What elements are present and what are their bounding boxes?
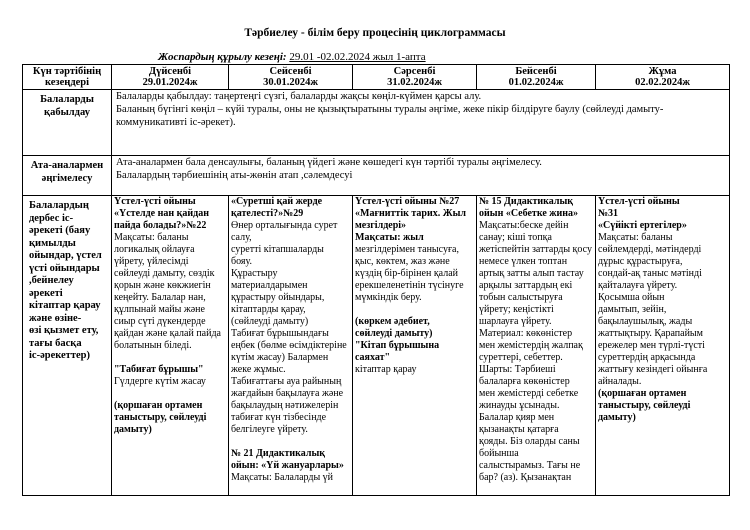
row-label-line: ойындар, үстел [29,250,102,261]
activity-line: бояу. [231,256,252,267]
activity-line: сиыр сүті дүкендерде [114,316,206,327]
activity-line: құрастыру ойындары, [231,292,325,303]
activity-line [114,352,226,364]
row-label-line: қабылдау [44,106,90,118]
activity-line: күтім жасау) Балармен [231,352,329,363]
activity-line: немесе үлкен топтан [479,256,568,267]
activity-line: Мақсаты: Балаларды үй [231,472,334,483]
day-date: 30.01.2024ж [263,77,318,88]
activity-line: айналады. [598,376,642,387]
activity-line: ерекшеленетінін түсінуге [355,280,464,291]
activity-line: ойын: «Үй жануарлары» [231,460,344,471]
activity-line: «Мағниттік тарих. Жыл [355,208,467,219]
parents-row [23,156,730,196]
activity-line: мүмкіндік беру. [355,292,422,303]
header-row-label-line: кезеңдері [44,77,90,88]
day-date: 29.01.2024ж [142,77,198,88]
day-date: 31.02.2024ж [387,77,442,88]
activity-line: арқылы заттардың екі [479,280,573,291]
activity-line: салыстырамыз. Тағы не [479,460,581,471]
activity-line: кітаптарды қарау, [231,304,306,315]
activity-line: бақылаудың нәтижелерін [231,400,339,411]
activity-line: үйрету, үйлесімді [114,256,189,267]
activity-line: мен жемістерді себетке [479,388,579,399]
activity-line: "Табиғат бұрышы" [114,364,204,375]
activity-line: Мақсаты:беске дейін [479,220,569,231]
activity-line: таныстыру, сөйлеуді [598,400,691,411]
activity-line: Табиғат бұрышындағы [231,328,329,339]
activity-line: жеке жұмыс. [231,364,286,375]
row-label-line: Балалардың [29,200,89,211]
activity-line: Үстел-үсті ойыны №27 [355,196,460,207]
activity-line: ережелер мен түрлі-түсті [598,340,705,351]
activity-line: дамыту) [114,424,152,435]
activity-line: қайдан және қалай пайда [114,328,221,339]
content-line: Баланың бүгінгі көңіл – күйі туралы, оны не қызықтыратыны туралы әңгіме, жеке пікір білдіруге баулу (сөйлеуді дамыту-коммуникативті іс-әрекет). [116,104,664,128]
activity-line: №31 [598,208,619,219]
activity-line: Табиғаттағы ауа райының [231,376,342,387]
activity-line: қайталауға үйрету. [598,280,678,291]
activity-line: дамытып, зейін, [598,304,667,315]
row-label-line: іс-әрекеттер) [29,350,90,361]
header-row-label [23,65,112,90]
day-name: Бейсенбі [515,65,557,77]
activity-line: (қоршаған ортамен [598,388,687,399]
parents-row-label [23,156,112,196]
reception-content [112,90,730,156]
activity-line: күздің бір-бірінен қалай [355,268,458,279]
activity-line: қыс, көктем, жаз және [355,256,450,267]
activity-line: бар? (аз). Қызанақтан [479,472,572,483]
row-label-line: ,бейнелеу әрекеті [29,275,74,299]
header-day-friday [596,65,730,90]
activity-line: Өнер орталығында сурет [231,220,338,231]
activity-line: мезгілдерімен танысуға, [355,244,459,255]
reception-row-label [23,90,112,156]
row-label-line: үсті ойындары [29,262,100,274]
parents-content [112,156,730,196]
activity-line: жаттықтыру. Қарапайым [598,328,703,339]
activity-line: дамыту) [598,412,636,423]
header-day-tuesday [229,65,353,90]
activity-line: материалдарымен [231,280,308,291]
activities-wednesday [353,196,477,496]
activity-line: жағдайын бақылауға және [231,388,344,399]
header-row-label-line: Күн тәртібінің [32,65,102,77]
activity-line: үйрету; кеңістікті [479,304,554,315]
row-label-line: тағы басқа [29,337,82,349]
activities-monday [112,196,229,496]
activity-line: «Сүйікті ертегілер» [598,220,687,231]
activity-line: артық затты алып тастау [479,268,584,279]
row-label-line: Балаларды [40,94,94,105]
header-day-thursday [477,65,596,90]
activity-line [114,388,226,400]
activity-line: (сөйлеуді дамыту) [231,316,309,327]
activity-line: салу, [231,232,252,243]
activity-line: саяхат" [355,352,391,363]
activity-line: Құрастыру [231,268,278,279]
header-day-monday [112,65,229,90]
day-name: Сәрсенбі [393,65,436,77]
activities-row-label [23,196,112,496]
activity-line: сөйлеуді дамыту) [355,328,433,339]
activity-line: қателесті?»№29 [231,208,304,219]
activity-line: тобын салыстыруға [479,292,563,303]
activity-line: Гүлдерге күтім жасау [114,376,206,387]
activity-line: табиғат күн тізбесінде [231,412,327,423]
activity-line: жинауды ұсынады. [479,400,560,411]
activity-line: Мақсаты: баланы [598,232,673,243]
activity-line: ойын «Себетке жина» [479,208,579,219]
activity-line: «Суретші қай жерде [231,196,323,207]
day-name: Сейсенбі [269,65,312,77]
activity-line: сондай-ақ таныс мәтінді [598,268,702,279]
activity-line: сөйлеуді дамыту, сөздік [114,268,215,279]
reception-row [23,90,730,156]
activity-line: сөйлемдерді, мәтіндерді [598,244,702,255]
activity-line: жетіспейтін заттарды қосу [479,244,592,255]
row-label-line: әрекеті (баяу [29,225,91,236]
activity-line: (қоршаған ортамен [114,400,203,411]
row-label-line: кітаптар қарау [29,300,101,311]
activity-line: еңбек (бөлме өсімдіктеріне [231,340,347,351]
row-label-line: Ата-аналармен [30,160,104,171]
activity-line: Үстел-үсті ойыны [598,196,680,207]
activity-line: Балалар қияр мен [479,412,555,423]
header-row [23,65,730,90]
activity-line: Материал: көкөністер [479,328,573,339]
activity-line: Шарты: Тәрбиеші [479,364,556,375]
header-day-wednesday [353,65,477,90]
activity-line: "Кітап бұрышына [355,340,440,351]
activity-line: бақылаушылық, жады [598,316,693,327]
activity-line: шарлауға үйрету. [479,316,552,327]
activity-line: дұрыс құрастыруға, [598,256,683,267]
row-label-line: және өзіне- [29,312,82,324]
activity-line: (көркем әдебиет, [355,316,430,327]
activity-line: № 15 Дидактикалық [479,196,574,207]
activity-line: мен жемістердің жалпақ [479,340,583,351]
row-label-line: дербес іс- [29,212,74,224]
content-line: Балалардың тәрбиешінің аты-жөнін атап ,сәлемдесуі [116,170,353,181]
activity-line: қорын және көкжиегін [114,280,211,291]
row-label-line: әңгімелесу [41,172,93,184]
content-line: Ата-аналармен бала денсаулығы, баланың үйдегі және көшедегі күн тәртібі туралы әңгімелесу. [116,157,542,168]
plan-period-value: 29.01 -02.02.2024 жыл 1-апта [289,51,426,63]
activity-line: Үстел-үсті ойыны [114,196,196,207]
activity-line [355,304,474,316]
activity-line: қызанақты қатарға [479,424,559,435]
cyclogram-table [22,64,730,496]
document-title: Тәрбиелеу - білім беру процесінің циклограммасы [244,27,506,39]
row-label-line: қимылды [29,237,76,249]
activity-line: кеңейту. Балалар нан, [114,292,206,303]
day-date: 01.02.2024ж [508,77,564,88]
activity-line: қояды. Біз оларды саны [479,436,580,447]
activities-thursday [477,196,596,496]
activity-line: суреттi кітапшаларды [231,244,324,255]
activity-line: логикалық ойлауға [114,244,195,255]
activity-line: таныстыру, сөйлеуді [114,412,207,423]
activity-line: суреттері, себеттер. [479,352,563,363]
activity-line: суреттердің арқасында [598,352,696,363]
activity-line: балаларға көкөністер [479,376,570,387]
day-date: 02.02.2024ж [635,77,690,88]
activity-line: кітаптар қарау [355,364,417,375]
activity-line: Мақсаты: жыл [355,232,424,243]
activity-line: жаттығу кезіндегі ойынға [598,364,708,375]
activities-friday [596,196,730,496]
activity-line: санау; кіші топқа [479,232,552,243]
row-label-line: өзі қызмет ету, [29,325,99,336]
activity-line: № 21 Дидактикалық [231,448,326,459]
activity-line: бойынша [479,448,519,459]
activity-line: «Үстелде нан қайдан [114,208,209,219]
activities-tuesday [229,196,353,496]
activity-line: пайда болады?»№22 [114,220,207,231]
activity-line: құлпынай майы және [114,304,205,315]
activity-line: болатынын біледі. [114,340,192,351]
activity-line [231,436,350,448]
activity-line: мезгілдері» [355,220,407,231]
activities-row [23,196,730,496]
activity-line: белгілеуге үйрету. [231,424,308,435]
day-name: Дүйсенбі [148,65,192,77]
activity-line: Қосымша ойын [598,292,665,303]
day-name: Жұма [648,65,677,77]
activity-line: Мақсаты: баланы [114,232,189,243]
plan-period: Жоспардың құрылу кезеңі: 29.01 -02.02.2024 жыл 1-апта [158,51,426,63]
content-line: Балаларды қабылдау: таңертеңгі сүзгі, балаларды жақсы көңіл-күймен қарсы алу. [116,91,482,102]
plan-period-label: Жоспардың құрылу кезеңі [158,51,283,63]
